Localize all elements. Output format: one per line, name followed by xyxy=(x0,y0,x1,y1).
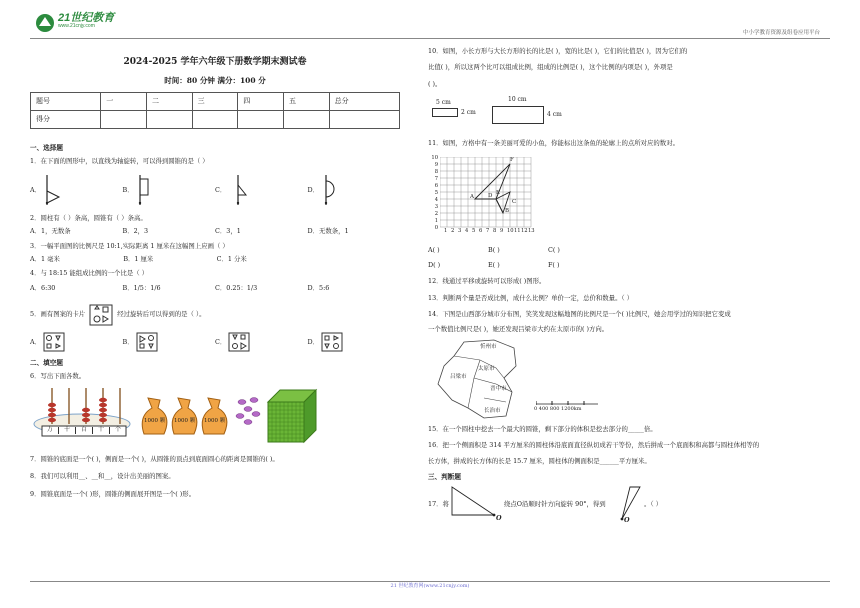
abacus-label: 万 xyxy=(42,427,59,434)
x-tick: 8 xyxy=(493,228,497,235)
fish-grid-figure xyxy=(428,153,826,245)
question-16-line-2: 长方体，拼成的长方体的长是 15.7 厘米，圆柱体的侧面积是______平方厘米。 xyxy=(428,457,651,466)
question-14-line-2: 一个数值比例尺是( )，她还发现吕梁市大约在太原市的( )方向。 xyxy=(428,325,609,334)
question-1: 1．在下面的图形中，以直线为轴旋转，可以得到圆锥的是（ ） xyxy=(30,156,209,165)
rectangle-flag-icon xyxy=(136,173,156,207)
left-column xyxy=(30,50,400,498)
city-label: 吕梁市 xyxy=(450,373,467,380)
x-tick: 9 xyxy=(500,228,504,235)
question-6: 6．写出下面各数。 xyxy=(30,371,86,380)
grid-x-axis xyxy=(444,229,544,235)
abacus-label: 百 xyxy=(76,427,93,434)
card-option-icon xyxy=(136,332,158,352)
question-2: 2．圆柱有（ ）条高，圆锥有（ ）条高。 xyxy=(30,213,147,222)
q3-option-b[interactable]: B．1 厘米 xyxy=(123,254,154,263)
triangle-original-icon xyxy=(450,485,500,525)
y-tick: 3 xyxy=(434,204,438,211)
card-option-icon xyxy=(43,332,65,352)
shanxi-map-figure xyxy=(428,338,826,420)
bag-label: 1000 颗 xyxy=(204,418,226,424)
question-15: 15．在一个圆柱中挖去一个最大的圆锥，剩下部分的体积是挖去部分的_____倍。 xyxy=(428,424,657,433)
point-label-a: A xyxy=(470,194,474,201)
large-rect-width: 10 cm xyxy=(508,96,527,104)
q11-answers-row-1 xyxy=(428,247,608,254)
rectangles-figure xyxy=(428,96,826,132)
q5-option-c[interactable]: C． xyxy=(215,332,308,352)
score-cell: 得分 xyxy=(31,110,101,128)
section-choice: 一、选择题 xyxy=(30,143,63,152)
q5-options xyxy=(30,332,400,352)
q4-option-b[interactable]: B．1/5：1/6 xyxy=(122,283,161,292)
y-tick: 5 xyxy=(434,190,438,197)
y-tick: 2 xyxy=(434,211,438,218)
right-column xyxy=(428,48,826,525)
question-10-line-3: ( )。 xyxy=(428,79,442,88)
q3-option-c[interactable]: C．1 分米 xyxy=(216,254,247,263)
large-rectangle xyxy=(492,106,544,124)
q5-option-b[interactable]: B． xyxy=(123,332,216,352)
point-o-label: O xyxy=(624,516,630,525)
question-17: 17．将 O 绕点O沿顺时针方向旋转 90°，得到 O 。（ ） xyxy=(428,485,826,525)
candies-icon xyxy=(234,394,264,428)
logo-text: 21世纪教育 xyxy=(58,12,115,24)
score-cell: 四 xyxy=(238,92,284,110)
q4-options xyxy=(30,285,400,292)
score-cell[interactable] xyxy=(192,110,238,128)
score-cell: 三 xyxy=(192,92,238,110)
platform-label: 中小学教育资源及组卷应用平台 xyxy=(742,30,820,36)
question-14-line-1: 14．下图是山西部分城市分布图，笑笑发现这幅地图的比例尺是一个( )比例尺，她会用学过的知识把它变成 xyxy=(428,309,731,318)
point-label-f: F xyxy=(510,157,514,164)
q2-option-b[interactable]: B．2，3 xyxy=(122,227,149,236)
q5-option-d[interactable]: D． xyxy=(308,332,401,352)
header-rule xyxy=(30,38,830,39)
pattern-card-icon xyxy=(89,304,113,326)
score-header-row xyxy=(31,92,400,110)
y-tick: 7 xyxy=(434,176,438,183)
triangle-rotated-icon xyxy=(616,485,646,525)
large-rect-height: 4 cm xyxy=(547,111,562,119)
score-cell[interactable] xyxy=(329,110,399,128)
q4-option-a[interactable]: A．6:30 xyxy=(30,283,56,292)
question-10-line-2: 比值( )，所以这两个比可以组成比例，组成的比例是( )，这个比例的内项是( )，外项是 xyxy=(428,63,673,72)
q2-option-c[interactable]: C．3，1 xyxy=(215,227,241,236)
abacus-label: 个 xyxy=(114,426,121,433)
q5-option-a[interactable]: A． xyxy=(30,332,123,352)
page-subtitle: 时间：80 分钟 满分：100 分 xyxy=(164,76,266,86)
point-label-e: E xyxy=(496,190,501,197)
y-tick: 10 xyxy=(431,155,438,162)
q2-options xyxy=(30,228,400,235)
q1-option-d[interactable]: D． xyxy=(308,173,401,207)
bag-label: 1000 颗 xyxy=(144,418,166,424)
question-16-line-1: 16．把一个侧面积是 314 平方厘米的圆柱体沿底面直径纵切成若干等份，然后拼成一个底面积和高都与圆柱体相等的 xyxy=(428,440,760,449)
answer-f[interactable]: F( ) xyxy=(548,260,560,269)
q2-option-d[interactable]: D．无数条，1 xyxy=(307,227,349,236)
candy-bags-icon xyxy=(138,390,234,438)
section-judge: 三、判断题 xyxy=(428,472,461,481)
logo-url: www.21cnjy.com xyxy=(58,23,95,29)
q6-illustration xyxy=(30,384,400,446)
bag-label: 1000 颗 xyxy=(174,418,196,424)
abacus-label: 千 xyxy=(59,427,76,434)
x-tick: 6 xyxy=(479,228,483,235)
q11-answers-row-2 xyxy=(428,262,608,269)
triangle-flag-icon xyxy=(228,173,248,207)
x-tick: 10 xyxy=(507,228,514,235)
x-tick: 1 xyxy=(444,228,448,235)
question-7: 7．圆锥的底面是一个( )，侧面是一个( )，从圆锥的顶点到底面圆心的距离是圆锥的( )。 xyxy=(30,455,279,463)
score-cell: 总分 xyxy=(329,92,399,110)
point-label-d: D xyxy=(488,193,493,200)
point-o-label: O xyxy=(496,514,502,523)
abacus-labels xyxy=(42,427,126,434)
q3-options xyxy=(30,256,310,263)
y-tick: 9 xyxy=(434,162,438,169)
x-tick: 4 xyxy=(465,228,469,235)
score-table xyxy=(30,92,400,129)
answer-b[interactable]: B( ) xyxy=(488,246,500,255)
score-cell[interactable] xyxy=(146,110,192,128)
city-label: 太原市 xyxy=(478,365,495,372)
footer-text: 21 世纪教育网(www.21cnjy.com) xyxy=(390,583,470,589)
question-11: 11．如图，方格中有一条美丽可爱的小鱼，你能标出这条鱼的轮廓上的点所对应的数对。 xyxy=(428,139,679,148)
point-label-b: B xyxy=(505,208,510,215)
answer-c[interactable]: C( ) xyxy=(548,246,560,255)
small-rect-width: 5 cm xyxy=(436,99,451,107)
q1-option-a[interactable]: A． xyxy=(30,173,123,207)
q3-option-a[interactable]: A．1 毫米 xyxy=(30,254,60,263)
score-cell: 一 xyxy=(101,92,147,110)
x-tick: 13 xyxy=(528,228,535,235)
answer-a[interactable]: A( ) xyxy=(428,246,440,255)
question-13: 13．判断两个量是否成比例，成什么比例？单价一定，总价和数量。（ ） xyxy=(428,293,634,302)
x-tick: 11 xyxy=(514,228,521,235)
q2-option-a[interactable]: A．1，无数条 xyxy=(30,227,71,236)
question-10-line-1: 10．如图，小长方形与大长方形的长的比是( )，宽的比是( )，它们的比值是( )，因为它们的 xyxy=(428,47,688,55)
score-cell: 题号 xyxy=(31,92,101,110)
footer-rule xyxy=(30,581,830,582)
question-3: 3．一幅平面图的比例尺是 10:1,实际距离 1 厘米在这幅图上应画（ ） xyxy=(30,241,229,250)
x-tick: 5 xyxy=(472,228,476,235)
q4-option-d[interactable]: D．5:6 xyxy=(307,283,330,292)
q1-option-c[interactable]: C． xyxy=(215,173,308,207)
x-tick: 3 xyxy=(458,228,462,235)
flag-shape-icon xyxy=(43,173,63,207)
y-tick: 0 xyxy=(434,225,438,232)
q1-options xyxy=(30,171,400,209)
score-value-row xyxy=(31,110,400,128)
score-cell: 二 xyxy=(146,92,192,110)
scale-labels: 0 400 800 1200km xyxy=(534,405,582,412)
grid-y-axis xyxy=(428,155,438,232)
answer-d[interactable]: D( ) xyxy=(428,260,441,269)
section-fill: 二、填空题 xyxy=(30,359,63,368)
question-12: 12．线通过平移或旋转可以形成( )图形。 xyxy=(428,277,546,286)
small-rect-height: 2 cm xyxy=(461,109,476,117)
question-8: 8．我们可以利用__、__和__，设计出美丽的图案。 xyxy=(30,472,175,481)
score-cell[interactable] xyxy=(283,110,329,128)
y-tick: 1 xyxy=(434,218,438,225)
y-tick: 4 xyxy=(434,197,438,204)
card-option-icon xyxy=(321,332,343,352)
question-9: 9．圆锥底面是一个( )形，圆锥的侧面展开图是一个( )形。 xyxy=(30,489,196,498)
x-tick: 2 xyxy=(451,228,455,235)
x-tick: 12 xyxy=(521,228,528,235)
card-option-icon xyxy=(228,332,250,352)
question-5: 5．画有图案的卡片 经过旋转后可以得到的是（ ）。 xyxy=(30,304,400,326)
score-cell: 五 xyxy=(283,92,329,110)
cube-blocks-icon xyxy=(266,388,318,444)
x-tick: 7 xyxy=(486,228,490,235)
logo-icon xyxy=(34,12,56,34)
q4-option-c[interactable]: C．0.25：1/3 xyxy=(215,283,258,292)
city-label: 忻州市 xyxy=(480,343,497,350)
city-label: 晋中市 xyxy=(490,385,507,392)
q1-option-b[interactable]: B． xyxy=(123,173,216,207)
small-rectangle xyxy=(432,108,458,117)
page-title: 2024-2025 学年六年级下册数学期末测试卷 xyxy=(123,57,307,67)
y-tick: 8 xyxy=(434,169,438,176)
city-label: 长治市 xyxy=(484,407,501,414)
point-label-c: C xyxy=(512,199,517,206)
score-cell[interactable] xyxy=(238,110,284,128)
semicircle-flag-icon xyxy=(321,173,341,207)
score-cell[interactable] xyxy=(101,110,147,128)
abacus-label: 十 xyxy=(93,427,110,434)
y-tick: 6 xyxy=(434,183,438,190)
question-4: 4．与 18:15 能组成比例的一个比是（ ） xyxy=(30,269,149,278)
answer-e[interactable]: E( ) xyxy=(488,260,500,269)
scale-bar xyxy=(536,400,600,406)
